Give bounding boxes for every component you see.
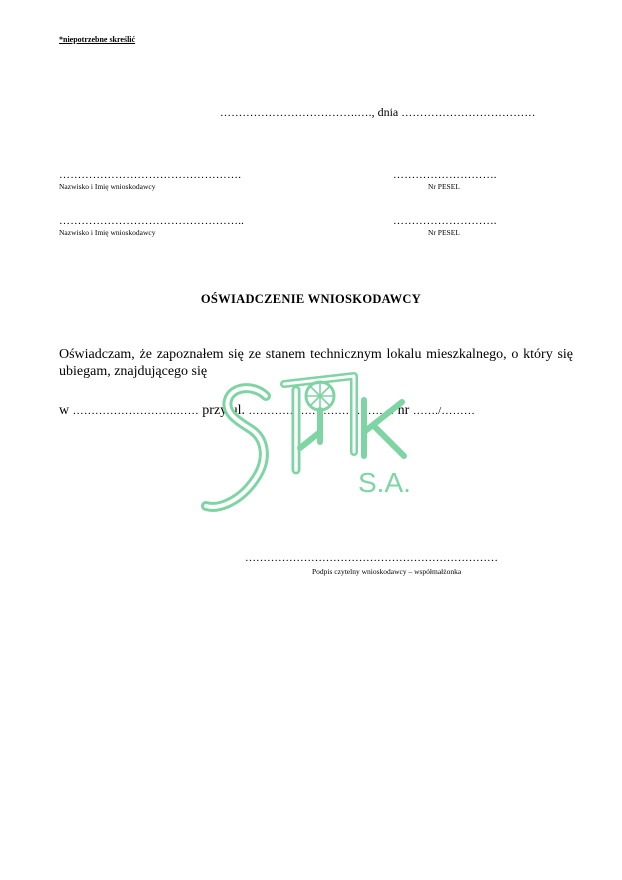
address-line (59, 403, 475, 419)
logo-suffix: S.A. (358, 467, 411, 498)
srk-logo-watermark (196, 360, 432, 520)
strike-out-note: *niepotrzebne skreślić (59, 35, 136, 44)
place-field[interactable]: ……………………………….… (220, 107, 369, 119)
document-title: OŚWIADCZENIE WNIOSKODAWCY (200, 292, 422, 306)
place-date-line (220, 105, 536, 120)
signature-caption: Podpis czytelny wnioskodawcy – współmałżonka (312, 567, 462, 576)
applicant-2-name-caption: Nazwisko i Imię wnioskodawcy (59, 228, 156, 237)
statement-text: Oświadczam, że zapoznałem się ze stanem technicznym lokalu mieszkalnego, o który się ubiegam, znajdującego się (59, 347, 573, 379)
date-label: ., dnia (368, 105, 399, 119)
applicant-1-name-field[interactable]: …………………………………………. (59, 169, 242, 181)
street-label: przy ul. (202, 403, 246, 418)
signature-field[interactable]: …………………………………………………………… (245, 552, 498, 564)
w-label: w (59, 403, 70, 418)
applicant-1-name-caption: Nazwisko i Imię wnioskodawcy (59, 182, 156, 191)
applicant-2-name-field[interactable]: ………………………………………….. (59, 215, 245, 227)
applicant-1-pesel-field[interactable]: ………………………. (393, 169, 497, 181)
applicant-2-pesel-field[interactable]: ………………………. (393, 215, 497, 227)
locality-field[interactable]: ……………………….…… (72, 405, 199, 417)
street-field[interactable]: ………………………………… (248, 405, 395, 417)
date-field[interactable]: ……………………………… (401, 107, 536, 119)
srk-logo-icon (206, 376, 404, 507)
applicant-1-pesel-caption: Nr PESEL (428, 182, 460, 191)
number-field[interactable]: ……./……… (412, 405, 476, 417)
nr-label: nr (397, 403, 410, 418)
applicant-2-pesel-caption: Nr PESEL (428, 228, 460, 237)
